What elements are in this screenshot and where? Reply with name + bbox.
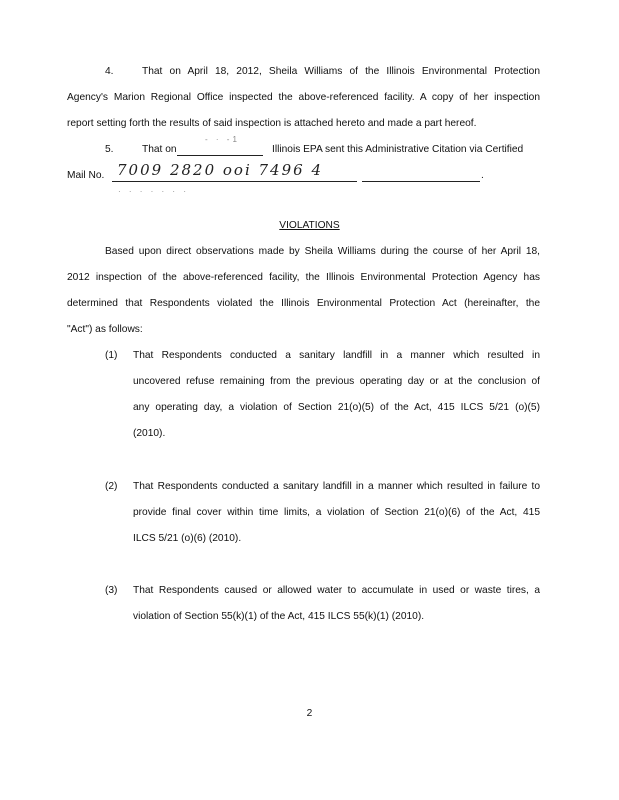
paragraph-5-tail: Illinois EPA sent this Administrative Citation via Certified [272, 144, 524, 155]
violation-2-line-3: ILCS 5/21 (o)(6) (2010). [133, 533, 242, 544]
intro-line-2: 2012 inspection of the above-referenced facility, the Illinois Environmental Protection Agency has [67, 272, 540, 283]
paragraph-4-line-3: report setting forth the results of said inspection is attached hereto and made a part hereof. [67, 118, 477, 129]
paragraph-4-number: 4. [105, 66, 114, 77]
mail-number-blank-line [362, 181, 480, 182]
date-stamp-faint: - · -1 [205, 135, 240, 144]
intro-line-1: Based upon direct observations made by Sheila Williams during the course of her April 18, [105, 246, 540, 257]
violation-1-line-4: (2010). [133, 428, 166, 439]
violation-1-line-3: any operating day, a violation of Section 21(o)(5) of the Act, 415 ILCS 5/21 (o)(5) [133, 402, 540, 413]
paragraph-4-line-2: Agency's Marion Regional Office inspected the above-referenced facility. A copy of her inspection [67, 92, 540, 103]
violation-1-number: (1) [105, 350, 118, 361]
mail-number-period: . [481, 170, 484, 181]
intro-line-4: "Act") as follows: [67, 324, 143, 335]
violation-3-number: (3) [105, 585, 118, 596]
date-blank-line [177, 155, 263, 156]
mail-number-label: Mail No. [67, 170, 105, 181]
mail-number-handwritten: 7009 2820 ooi 7496 4 [117, 161, 323, 179]
faint-stamp-marks: · · · · · · · [118, 187, 189, 196]
violation-2-line-2: provide final cover within time limits, a violation of Section 21(o)(6) of the Act, 415 [133, 507, 540, 518]
violation-3-line-1: That Respondents caused or allowed water to accumulate in used or waste tires, a [133, 585, 540, 596]
page-number: 2 [306, 708, 313, 719]
paragraph-4-line-1: That on April 18, 2012, Sheila Williams of the Illinois Environmental Protection [142, 66, 540, 77]
violation-2-line-1: That Respondents conducted a sanitary landfill in a manner which resulted in failure to [133, 481, 540, 492]
paragraph-5-number: 5. [105, 144, 114, 155]
violation-3-line-2: violation of Section 55(k)(1) of the Act, 415 ILCS 55(k)(1) (2010). [133, 611, 425, 622]
violation-1-line-1: That Respondents conducted a sanitary landfill in a manner which resulted in [133, 350, 540, 361]
intro-line-3: determined that Respondents violated the Illinois Environmental Protection Act (hereinafter, the [67, 298, 540, 309]
paragraph-5-lead: That on [142, 144, 177, 155]
violation-1-line-2: uncovered refuse remaining from the previous operating day or at the conclusion of [133, 376, 540, 387]
violation-2-number: (2) [105, 481, 118, 492]
violations-heading: VIOLATIONS [279, 220, 340, 231]
mail-number-underline [112, 181, 357, 182]
